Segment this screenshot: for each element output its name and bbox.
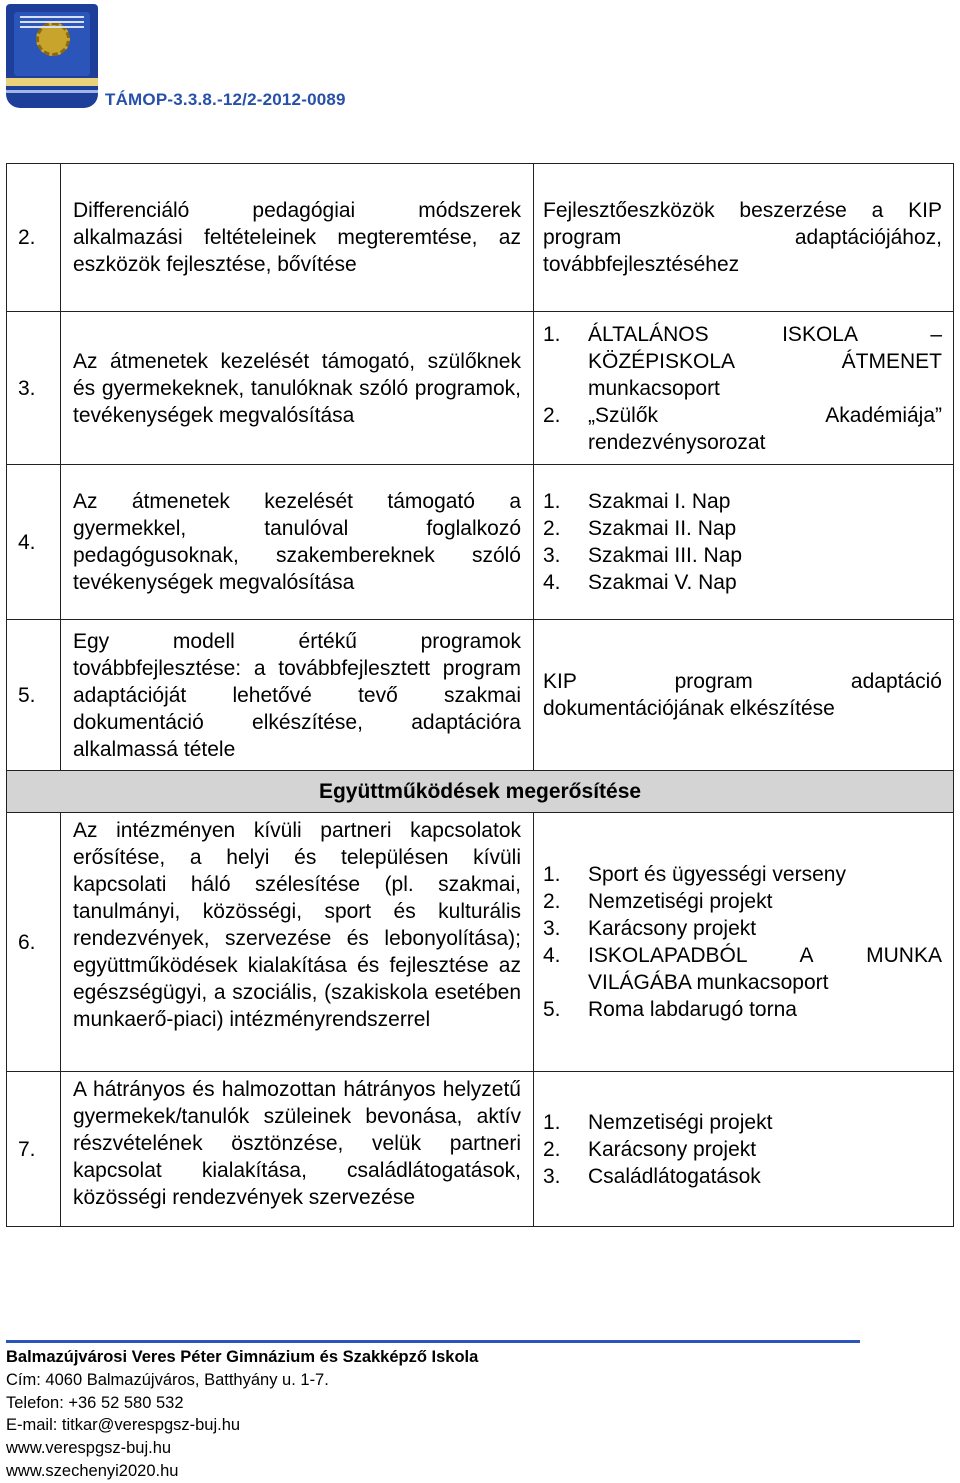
list-item: 2. Karácsony projekt: [543, 1137, 757, 1161]
table-row: [7, 312, 954, 465]
list-item: 4. Szakmai V. Nap: [543, 571, 737, 594]
website-link[interactable]: www.verespgsz-buj.hu: [6, 1439, 172, 1458]
row-number: 7.: [7, 1072, 61, 1227]
phone: Telefon: +36 52 580 532: [6, 1393, 184, 1412]
list-item: 5. Roma labdarugó torna: [543, 998, 797, 1021]
address: Cím: 4060 Balmazújváros, Batthyány u. 1-7.: [6, 1370, 329, 1389]
list-item: 3. Karácsony projekt: [543, 917, 757, 940]
row-number: 6.: [7, 813, 61, 1072]
list-item: 1. Szakmai I. Nap: [543, 490, 731, 513]
result-cell: KIP program adaptáció dokumentációjának elkészítése: [534, 620, 954, 771]
table-row: [7, 465, 954, 620]
result-cell: [534, 1072, 954, 1227]
result-list: [543, 488, 942, 596]
table-row: [7, 620, 954, 771]
activity-cell: Egy modell értékű programok továbbfejlesztése: a továbbfejlesztett program adaptációját lehetővé tevő szakmai dokumentáció elkészítése, adaptációra alkalmassá tétele: [61, 620, 534, 771]
activity-cell: Az átmenetek kezelését támogató, szülőknek és gyermekeknek, tanulóknak szóló programok, tevékenységek megvalósítása: [61, 312, 534, 465]
result-cell: [534, 465, 954, 620]
activity-cell: A hátrányos és halmozottan hátrányos helyzetű gyermekek/tanulók szüleinek bevonása, aktív részvételének ösztönzése, velük partneri kapcsolat kialakítása, családlátogatások, közösségi rendezvények szervezése: [61, 1072, 534, 1227]
school-name: Balmazújvárosi Veres Péter Gimnázium és Szakképző Iskola: [6, 1348, 479, 1366]
result-cell: Fejlesztőeszközök beszerzése a KIP program adaptációjához, továbbfejlesztéséhez: [534, 164, 954, 312]
result-cell: [534, 312, 954, 465]
email-link[interactable]: E-mail: titkar@verespgsz-buj.hu: [6, 1416, 241, 1435]
activities-table: [6, 163, 954, 1227]
logo-band: [6, 78, 98, 86]
website-link[interactable]: www.szechenyi2020.hu: [6, 1461, 179, 1480]
list-item: 3. Szakmai III. Nap: [543, 544, 743, 567]
project-code: TÁMOP-3.3.8.-12/2-2012-0089: [105, 90, 346, 109]
logo-text-line: [20, 26, 84, 28]
section-title: Együttműködések megerősítése: [7, 771, 954, 813]
table-row: [7, 164, 954, 312]
logo-stripe: [6, 90, 98, 93]
activity-cell: Differenciáló pedagógiai módszerek alkalmazási feltételeinek megteremtése, az eszközök fejlesztése, bővítése: [61, 164, 534, 312]
row-number: 2.: [7, 164, 61, 312]
list-item: 4. ISKOLAPADBÓL A MUNKA VILÁGÁBA munkacsoport: [543, 944, 942, 994]
footer-divider: [6, 1340, 860, 1343]
list-item: 2. „Szülők Akadémiája” rendezvénysorozat: [543, 403, 942, 454]
list-item: 3. Családlátogatások: [543, 1164, 761, 1188]
row-number: 4.: [7, 465, 61, 620]
section-header-row: [7, 771, 954, 813]
result-cell: [534, 813, 954, 1072]
row-number: 3.: [7, 312, 61, 465]
activity-cell: Az intézményen kívüli partneri kapcsolatok erősítése, a helyi és településen kívüli kapcsolati háló szélesítése (pl. szakmai, tanulmányi, közösségi, sport és kulturális rendezvények, szervezése és lebonyolítása); együttműködések kialakítása és fejlesztése az egészségügyi, a szociális, (szakiskola esetében munkaerő-piaci) intézményrendszerrel: [61, 813, 534, 1072]
list-item: 1. Sport és ügyességi verseny: [543, 863, 846, 886]
list-item: 1. ÁLTALÁNOS ISKOLA – KÖZÉPISKOLA ÁTMENET munkacsoport: [543, 322, 942, 400]
list-item: 2. Nemzetiségi projekt: [543, 890, 773, 913]
table-row: [7, 813, 954, 1072]
result-list: [543, 861, 942, 1023]
list-item: 2. Szakmai II. Nap: [543, 517, 737, 540]
table-row: [7, 1072, 954, 1227]
logo-text-line: [20, 16, 84, 18]
row-number: 5.: [7, 620, 61, 771]
list-item: 1. Nemzetiségi projekt: [543, 1110, 773, 1134]
result-list: [543, 321, 942, 456]
footer: [6, 1346, 478, 1483]
logo-text-line: [20, 21, 84, 23]
activity-cell: Az átmenetek kezelését támogató a gyermekkel, tanulóval foglalkozó pedagógusoknak, szakembereknek szóló tevékenységek megvalósítása: [61, 465, 534, 620]
school-logo: [6, 4, 98, 108]
result-list: [543, 1109, 942, 1190]
